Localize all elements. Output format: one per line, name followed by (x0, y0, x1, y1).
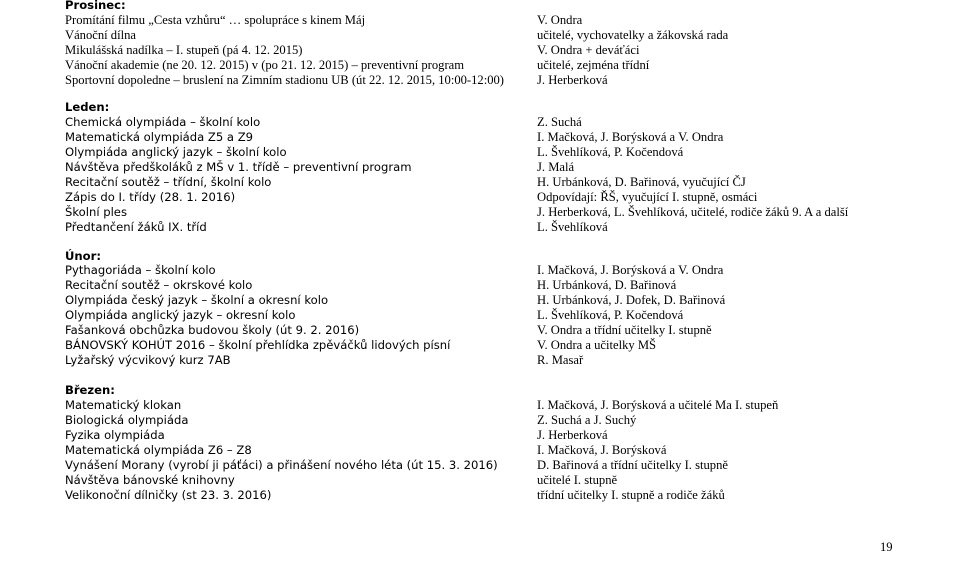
event-responsible: V. Ondra + deváťáci (537, 43, 640, 57)
event-name: Velikonoční dílničky (st 23. 3. 2016) (65, 488, 272, 502)
event-name: Fašanková obchůzka budovou školy (út 9. 2. 2016) (65, 323, 360, 337)
list-item (0, 13, 960, 28)
event-name: Sportovní dopoledne – bruslení na Zimním stadionu UB (út 22. 12. 2015, 10:00-12:00) (65, 73, 504, 87)
event-name: Předtančení žáků IX. tříd (65, 220, 207, 234)
list-item (0, 413, 960, 428)
event-name: Vánoční dílna (65, 28, 136, 42)
event-responsible: R. Masař (537, 353, 584, 367)
event-name: Recitační soutěž – třídní, školní kolo (65, 175, 272, 189)
event-name: Recitační soutěž – okrskové kolo (65, 278, 253, 292)
list-item (0, 443, 960, 458)
section-heading-unor: Únor: (65, 249, 101, 263)
event-name: Fyzika olympiáda (65, 428, 165, 442)
event-name: Pythagoriáda – školní kolo (65, 263, 216, 277)
event-responsible: L. Švehlíková (537, 220, 608, 234)
event-name: Promítání filmu „Cesta vzhůru“ … spolupráce s kinem Máj (65, 13, 366, 27)
list-item (0, 353, 960, 368)
list-item (0, 488, 960, 503)
event-name: Vynášení Morany (vyrobí ji páťáci) a přinášení nového léta (út 15. 3. 2016) (65, 458, 498, 472)
list-item (0, 338, 960, 353)
list-item (0, 43, 960, 58)
event-responsible: V. Ondra a učitelky MŠ (537, 338, 657, 352)
event-responsible: učitelé, zejména třídní (537, 58, 650, 72)
list-item (0, 160, 960, 175)
event-name: Lyžařský výcvikový kurz 7AB (65, 353, 231, 367)
event-responsible: V. Ondra (537, 13, 583, 27)
event-name: Olympiáda anglický jazyk – okresní kolo (65, 308, 296, 322)
page-number: 19 (880, 540, 893, 554)
section-leden (0, 115, 960, 235)
event-name: Olympiáda český jazyk – školní a okresní kolo (65, 293, 329, 307)
event-name: Biologická olympiáda (65, 413, 189, 427)
list-item (0, 130, 960, 145)
list-item (0, 458, 960, 473)
event-responsible: I. Mačková, J. Borýsková (537, 443, 667, 457)
event-responsible: J. Herberková (537, 428, 608, 442)
list-item (0, 115, 960, 130)
event-responsible: L. Švehlíková, P. Kočendová (537, 308, 684, 322)
event-responsible: L. Švehlíková, P. Kočendová (537, 145, 684, 159)
event-responsible: učitelé I. stupně (537, 473, 618, 487)
event-name: Mikulášská nadílka – I. stupeň (pá 4. 12. 2015) (65, 43, 303, 57)
list-item (0, 28, 960, 43)
event-responsible: H. Urbánková, J. Dofek, D. Bařinová (537, 293, 726, 307)
event-name: Školní ples (65, 205, 127, 219)
event-responsible: I. Mačková, J. Borýsková a V. Ondra (537, 130, 724, 144)
list-item (0, 190, 960, 205)
section-heading-prosinec: Prosinec: (65, 0, 126, 12)
event-responsible: J. Herberková, L. Švehlíková, učitelé, rodiče žáků 9. A a další (537, 205, 849, 219)
event-responsible: V. Ondra a třídní učitelky I. stupně (537, 323, 712, 337)
event-name: Vánoční akademie (ne 20. 12. 2015) v (po 21. 12. 2015) – preventivní program (65, 58, 465, 72)
event-responsible: J. Herberková (537, 73, 608, 87)
event-responsible: J. Malá (537, 160, 575, 174)
list-item (0, 308, 960, 323)
event-responsible: Z. Suchá (537, 115, 582, 129)
event-name: Matematická olympiáda Z6 – Z8 (65, 443, 252, 457)
event-name: Matematická olympiáda Z5 a Z9 (65, 130, 254, 144)
event-responsible: učitelé, vychovatelky a žákovská rada (537, 28, 729, 42)
event-name: Návštěva bánovské knihovny (65, 473, 235, 487)
list-item (0, 428, 960, 443)
list-item (0, 58, 960, 73)
event-name: BÁNOVSKÝ KOHÚT 2016 – školní přehlídka zpěváčků lidových písní (65, 338, 451, 352)
event-responsible: I. Mačková, J. Borýsková a učitelé Ma I. stupeň (537, 398, 779, 412)
event-responsible: H. Urbánková, D. Bařinová, vyučující ČJ (537, 175, 746, 189)
list-item (0, 205, 960, 220)
event-responsible: H. Urbánková, D. Bařinová (537, 278, 677, 292)
event-responsible: D. Bařinová a třídní učitelky I. stupně (537, 458, 728, 472)
list-item (0, 473, 960, 488)
section-heading-brezen: Březen: (65, 383, 115, 397)
event-name: Chemická olympiáda – školní kolo (65, 115, 261, 129)
event-name: Návštěva předškoláků z MŠ v 1. třídě – preventivní program (65, 160, 412, 174)
list-item (0, 398, 960, 413)
event-responsible: I. Mačková, J. Borýsková a V. Ondra (537, 263, 724, 277)
event-name: Matematický klokan (65, 398, 182, 412)
section-unor (0, 263, 960, 368)
event-responsible: Z. Suchá a J. Suchý (537, 413, 637, 427)
list-item (0, 278, 960, 293)
list-item (0, 175, 960, 190)
event-responsible: Odpovídají: ŘŠ, vyučující I. stupně, osmáci (537, 190, 758, 204)
event-responsible: třídní učitelky I. stupně a rodiče žáků (537, 488, 725, 502)
list-item (0, 145, 960, 160)
list-item (0, 220, 960, 235)
event-name: Olympiáda anglický jazyk – školní kolo (65, 145, 287, 159)
section-heading-leden: Leden: (65, 100, 110, 114)
event-name: Zápis do I. třídy (28. 1. 2016) (65, 190, 236, 204)
list-item (0, 293, 960, 308)
list-item (0, 263, 960, 278)
list-item (0, 73, 960, 88)
section-prosinec (0, 13, 960, 88)
list-item (0, 323, 960, 338)
section-brezen (0, 398, 960, 503)
